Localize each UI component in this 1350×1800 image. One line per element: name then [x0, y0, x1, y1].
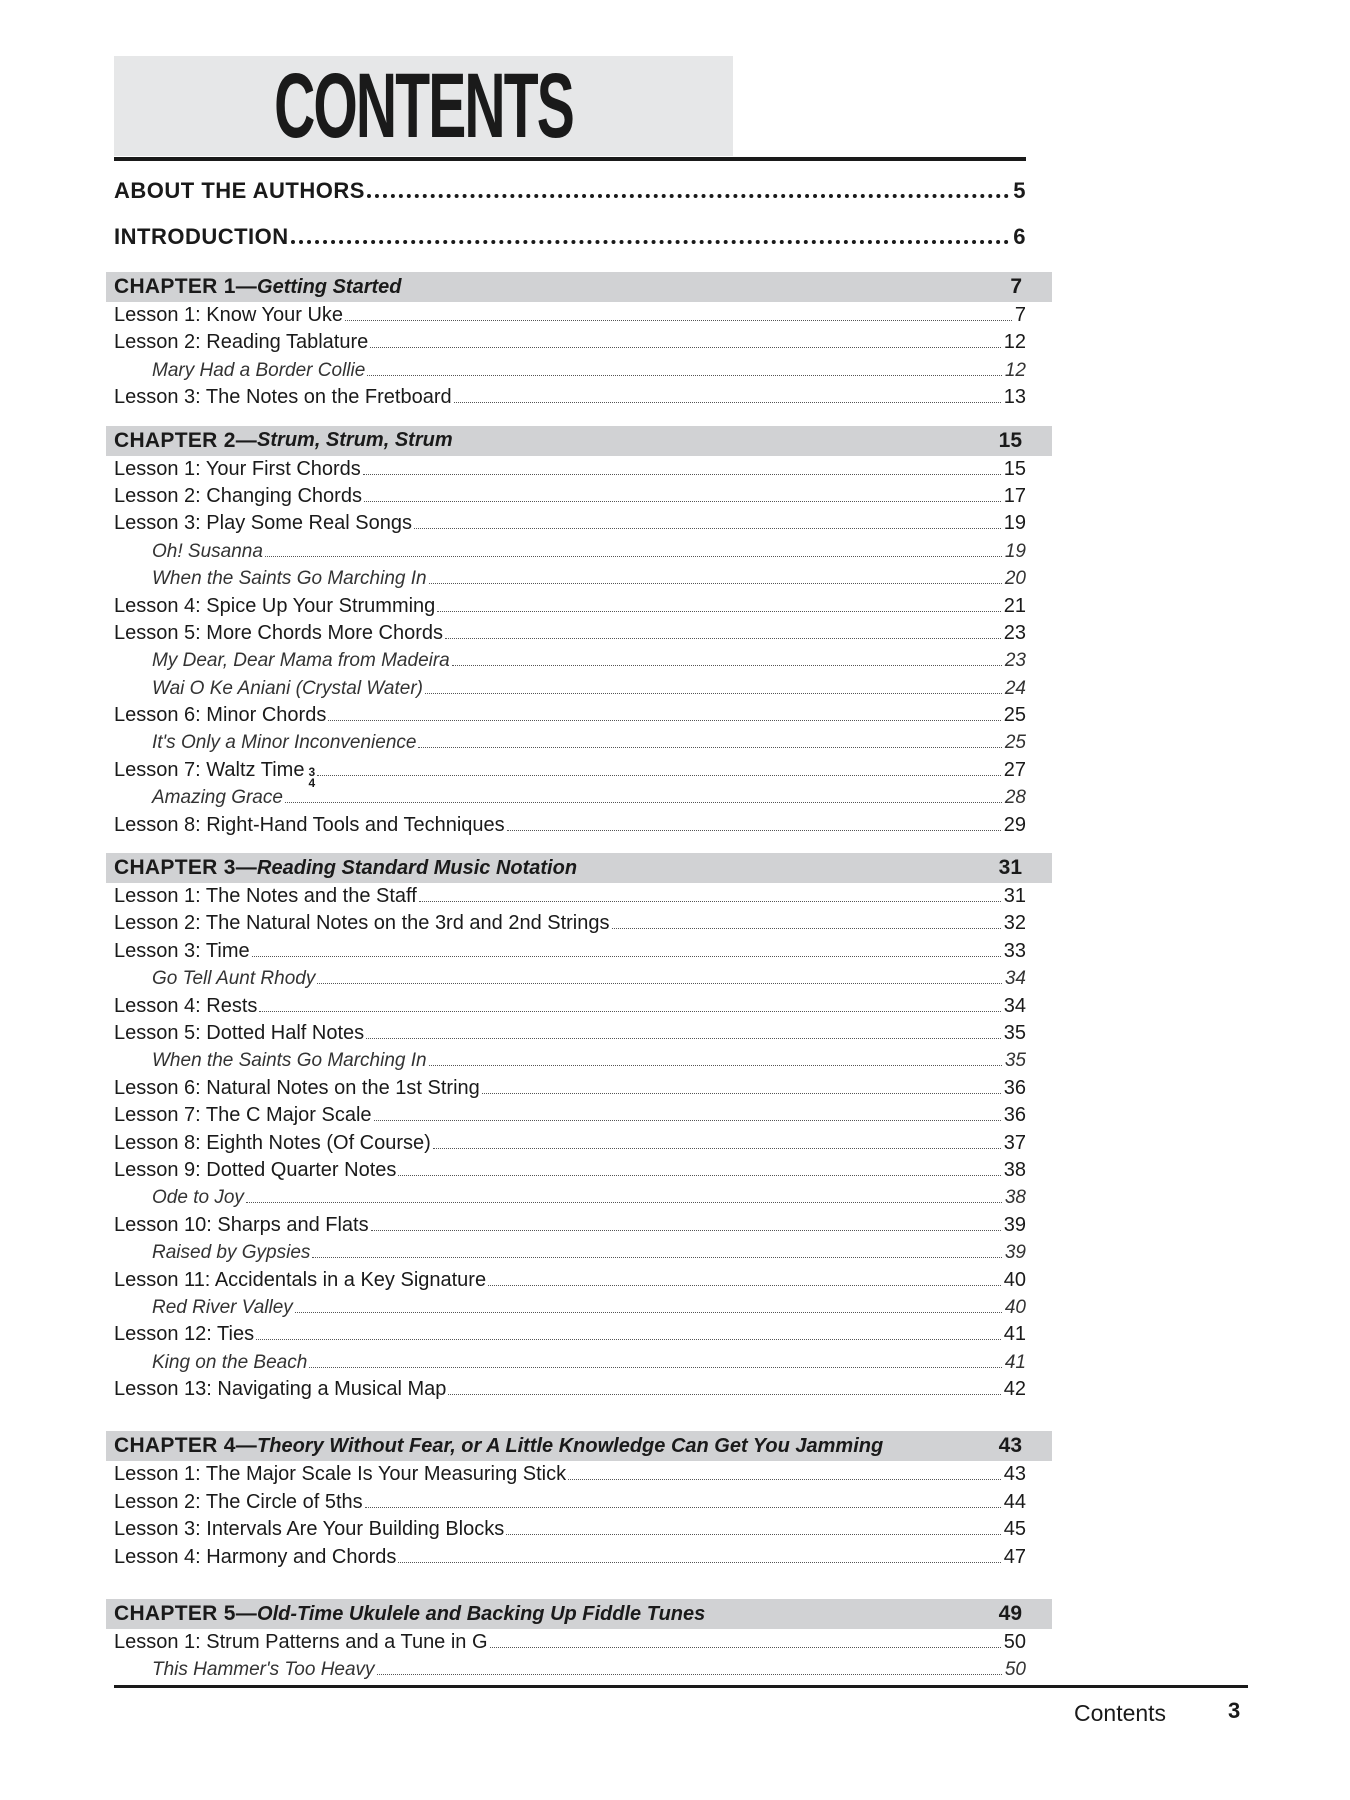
entry-page: 38	[1004, 1187, 1026, 1209]
entry-label: Raised by Gypsies	[152, 1242, 311, 1264]
dot-leader	[367, 375, 1002, 376]
chapter-page: 7	[1010, 275, 1022, 298]
dot-leader	[433, 1148, 1001, 1149]
dot-leader	[246, 1202, 1002, 1203]
entry-page: 12	[1003, 331, 1026, 354]
toc-lesson-entry[interactable]	[114, 812, 1026, 839]
dot-leader	[418, 747, 1001, 748]
toc-song-entry[interactable]	[114, 565, 1026, 592]
dot-leader	[437, 611, 1000, 612]
toc-lesson-entry[interactable]	[114, 329, 1026, 356]
chapter-heading[interactable]	[106, 272, 1052, 302]
chapter-list	[114, 270, 1026, 1684]
dot-leader	[452, 665, 1002, 666]
toc-lesson-entry[interactable]	[114, 1157, 1026, 1184]
entry-label: When the Saints Go Marching In	[152, 1050, 427, 1072]
dot-leader	[317, 775, 1001, 776]
toc-lesson-entry[interactable]	[114, 620, 1026, 647]
toc-song-entry[interactable]	[114, 1656, 1026, 1683]
toc-lesson-entry[interactable]	[114, 1267, 1026, 1294]
toc-song-entry[interactable]	[114, 1294, 1026, 1321]
dot-leader	[295, 1312, 1002, 1313]
toc-lesson-entry[interactable]	[114, 510, 1026, 537]
dot-leader	[429, 1065, 1002, 1066]
entry-label: Lesson 1: Your First Chords	[114, 457, 361, 480]
toc-lesson-entry[interactable]	[114, 593, 1026, 620]
entry-label: Lesson 7: Waltz Time	[114, 758, 305, 781]
entry-label: INTRODUCTION	[114, 224, 289, 249]
dot-leader	[265, 556, 1002, 557]
toc-lesson-entry[interactable]	[114, 938, 1026, 965]
dot-leader	[506, 1534, 1001, 1535]
toc-lesson-entry[interactable]	[114, 1516, 1026, 1543]
toc-lesson-entry[interactable]	[114, 483, 1026, 510]
entry-label: Lesson 4: Harmony and Chords	[114, 1545, 397, 1568]
entry-label: ABOUT THE AUTHORS	[114, 178, 365, 203]
entry-page: 27	[1003, 758, 1026, 781]
entry-label: My Dear, Dear Mama from Madeira	[152, 650, 450, 672]
entry-page: 35	[1003, 1021, 1026, 1044]
dot-leader	[256, 1339, 1001, 1340]
running-footer-label: Contents	[1074, 1700, 1167, 1726]
entry-page: 44	[1003, 1490, 1026, 1513]
entry-label: Ode to Joy	[152, 1187, 244, 1209]
entry-page: 33	[1003, 939, 1026, 962]
chapter-heading[interactable]	[106, 853, 1052, 883]
dot-leader	[374, 1120, 1001, 1121]
chapter-page: 31	[998, 856, 1022, 880]
toc-song-entry[interactable]	[114, 729, 1026, 756]
entry-page: 43	[1003, 1463, 1026, 1486]
dot-leader	[568, 1479, 1001, 1480]
entry-page: 21	[1003, 594, 1026, 617]
table-of-contents	[114, 178, 1026, 1684]
entry-label: Lesson 8: Right-Hand Tools and Techniques	[114, 813, 505, 836]
toc-lesson-entry[interactable]	[114, 910, 1026, 937]
entry-page: 19	[1004, 540, 1026, 562]
entry-label: Lesson 2: Changing Chords	[114, 484, 362, 507]
entry-page: 12	[1004, 359, 1026, 381]
dot-leader	[309, 1367, 1002, 1368]
page-number: 3	[1228, 1698, 1241, 1723]
toc-entry-introduction[interactable]	[114, 224, 1026, 270]
entry-label: Lesson 9: Dotted Quarter Notes	[114, 1158, 397, 1181]
dot-leader	[507, 830, 1001, 831]
toc-song-entry[interactable]	[114, 647, 1026, 674]
entry-page: 34	[1003, 994, 1026, 1017]
entry-page: 31	[1003, 885, 1026, 908]
entry-label: This Hammer's Too Heavy	[152, 1659, 375, 1681]
entry-label: King on the Beach	[152, 1351, 308, 1373]
dot-leader	[259, 1011, 1000, 1012]
toc-lesson-entry[interactable]	[114, 456, 1026, 483]
chapter-page: 49	[998, 1602, 1022, 1626]
entry-label: Lesson 1: The Major Scale Is Your Measuring Stick	[114, 1463, 567, 1486]
dot-leader	[612, 928, 1001, 929]
section-gap	[114, 412, 1026, 426]
entry-label: Lesson 4: Spice Up Your Strumming	[114, 594, 436, 617]
entry-label: Lesson 13: Navigating a Musical Map	[114, 1378, 447, 1401]
entry-page: 17	[1003, 484, 1026, 507]
toc-lesson-entry[interactable]	[114, 702, 1026, 729]
entry-page: 37	[1003, 1131, 1026, 1154]
chapter-title: Reading Standard Music Notation	[257, 856, 578, 879]
entry-label: Lesson 3: Intervals Are Your Building Blocks	[114, 1518, 505, 1541]
entry-page: 28	[1004, 787, 1026, 809]
entry-label: Lesson 4: Rests	[114, 994, 258, 1017]
toc-song-entry[interactable]	[114, 538, 1026, 565]
entry-label: When the Saints Go Marching In	[152, 568, 427, 590]
title-divider	[114, 157, 1026, 161]
entry-page: 24	[1004, 677, 1026, 699]
entry-page: 35	[1004, 1050, 1026, 1072]
toc-lesson-entry[interactable]	[114, 993, 1026, 1020]
toc-lesson-entry[interactable]	[114, 883, 1026, 910]
entry-page: 32	[1003, 912, 1026, 935]
entry-label: Wai O Ke Aniani (Crystal Water)	[152, 677, 424, 699]
dot-leader	[429, 583, 1002, 584]
entry-page: 39	[1003, 1213, 1026, 1236]
entry-page: 23	[1004, 650, 1026, 672]
dot-leader	[371, 1230, 1001, 1231]
section-gap	[114, 1403, 1026, 1431]
time-signature-bottom: 4	[308, 775, 316, 790]
dot-leader	[454, 402, 1001, 403]
entry-label: Lesson 11: Accidentals in a Key Signature	[114, 1268, 487, 1291]
entry-page: 7	[1014, 304, 1026, 326]
toc-song-entry[interactable]	[114, 1047, 1026, 1074]
chapter-title: Getting Started	[257, 275, 402, 298]
entry-label: Lesson 1: Know Your Uke	[114, 304, 344, 326]
section-gap	[114, 839, 1026, 853]
entry-page: 13	[1003, 386, 1026, 409]
footer-divider	[114, 1685, 1248, 1688]
chapter-title: Old-Time Ukulele and Backing Up Fiddle Tunes	[257, 1602, 706, 1625]
toc-lesson-entry[interactable]	[114, 1629, 1026, 1656]
entry-page: 38	[1003, 1158, 1026, 1181]
dot-leader	[365, 1507, 1001, 1508]
entry-page: 40	[1004, 1296, 1026, 1318]
entry-page: 36	[1003, 1076, 1026, 1099]
entry-label: It's Only a Minor Inconvenience	[152, 732, 417, 754]
time-signature-top: 3	[308, 764, 316, 779]
toc-song-entry[interactable]	[114, 784, 1026, 811]
chapter-page: 15	[998, 428, 1022, 452]
dot-leader	[364, 501, 1001, 502]
entry-label: Go Tell Aunt Rhody	[152, 968, 316, 990]
toc-lesson-entry[interactable]	[114, 757, 1026, 790]
dot-leader	[363, 474, 1001, 475]
dot-leader	[328, 720, 1000, 721]
entry-label: Lesson 2: The Circle of 5ths	[114, 1490, 363, 1513]
entry-page: 29	[1003, 813, 1026, 836]
chapter-title: Strum, Strum, Strum	[257, 429, 453, 452]
entry-page: 5	[1013, 178, 1026, 203]
toc-song-entry[interactable]	[114, 675, 1026, 702]
section-gap	[114, 1571, 1026, 1599]
entry-label: Lesson 5: More Chords More Chords	[114, 621, 444, 644]
toc-song-entry[interactable]	[114, 965, 1026, 992]
entry-label: Lesson 7: The C Major Scale	[114, 1104, 372, 1127]
toc-lesson-entry[interactable]	[114, 1544, 1026, 1571]
entry-label: Lesson 2: Reading Tablature	[114, 331, 369, 354]
entry-page: 47	[1003, 1545, 1026, 1568]
entry-page: 20	[1004, 568, 1026, 590]
dot-leader	[490, 1647, 1001, 1648]
chapter-title: Theory Without Fear, or A Little Knowledge Can Get You Jamming	[257, 1434, 884, 1457]
chapter-number: CHAPTER 5—	[114, 1602, 258, 1626]
chapter-number: CHAPTER 4—	[114, 1434, 258, 1458]
page-title: CONTENTS	[274, 55, 573, 157]
toc-entry-about-authors[interactable]	[114, 178, 1026, 224]
toc-lesson-entry[interactable]	[114, 1130, 1026, 1157]
dot-leader	[445, 638, 1001, 639]
chapter-number: CHAPTER 1—	[114, 275, 258, 298]
chapter-heading[interactable]	[106, 1599, 1052, 1629]
entry-label: Lesson 10: Sharps and Flats	[114, 1213, 369, 1236]
title-banner	[114, 56, 733, 156]
dot-leader	[317, 983, 1002, 984]
chapter-number: CHAPTER 3—	[114, 856, 258, 880]
entry-page: 50	[1003, 1631, 1026, 1654]
entry-page: 6	[1013, 224, 1026, 249]
toc-lesson-entry[interactable]	[114, 302, 1026, 329]
entry-page: 41	[1004, 1351, 1026, 1373]
dot-leader	[377, 1674, 1002, 1675]
dot-leader	[312, 1257, 1001, 1258]
toc-lesson-entry[interactable]	[114, 1376, 1026, 1403]
dot-leader	[285, 802, 1002, 803]
entry-page: 39	[1004, 1242, 1026, 1264]
toc-song-entry[interactable]	[114, 357, 1026, 384]
dot-leader	[482, 1093, 1001, 1094]
entry-label: Mary Had a Border Collie	[152, 359, 366, 381]
chapter-number: CHAPTER 2—	[114, 428, 258, 452]
toc-song-entry[interactable]	[114, 1184, 1026, 1211]
entry-page: 15	[1003, 457, 1026, 480]
entry-page: 36	[1003, 1104, 1026, 1127]
toc-lesson-entry[interactable]	[114, 1075, 1026, 1102]
entry-page: 19	[1003, 512, 1026, 535]
entry-page: 34	[1004, 968, 1026, 990]
chapter-page: 43	[998, 1434, 1022, 1458]
dot-leader	[370, 347, 1000, 348]
entry-label: Lesson 3: Time	[114, 939, 250, 962]
dot-leader	[366, 1038, 1001, 1039]
entry-label: Lesson 3: The Notes on the Fretboard	[114, 386, 452, 409]
toc-lesson-entry[interactable]	[114, 1461, 1026, 1488]
toc-lesson-entry[interactable]	[114, 1321, 1026, 1348]
entry-page: 40	[1003, 1268, 1026, 1291]
chapter-heading[interactable]	[106, 1431, 1052, 1461]
entry-page: 23	[1003, 621, 1026, 644]
entry-page: 41	[1003, 1323, 1026, 1346]
dot-leader	[398, 1175, 1000, 1176]
toc-lesson-entry[interactable]	[114, 384, 1026, 411]
entry-label: Lesson 2: The Natural Notes on the 3rd and 2nd Strings	[114, 912, 610, 935]
time-signature-icon	[308, 764, 316, 790]
dot-leader	[448, 1394, 1000, 1395]
entry-label: Amazing Grace	[152, 787, 283, 809]
entry-label: Oh! Susanna	[152, 540, 263, 562]
dot-leader	[398, 1562, 1000, 1563]
entry-label: Lesson 6: Minor Chords	[114, 704, 327, 727]
dot-leader	[414, 528, 1001, 529]
dot-leader	[367, 194, 1009, 198]
dot-leader	[425, 693, 1002, 694]
dot-leader	[252, 956, 1001, 957]
entry-label: Lesson 6: Natural Notes on the 1st String	[114, 1076, 480, 1099]
entry-label: Red River Valley	[152, 1296, 293, 1318]
toc-lesson-entry[interactable]	[114, 1212, 1026, 1239]
entry-label: Lesson 1: The Notes and the Staff	[114, 885, 417, 908]
entry-page: 45	[1003, 1518, 1026, 1541]
dot-leader	[488, 1285, 1001, 1286]
toc-song-entry[interactable]	[114, 1239, 1026, 1266]
entry-label: Lesson 8: Eighth Notes (Of Course)	[114, 1131, 431, 1154]
entry-page: 25	[1004, 732, 1026, 754]
chapter-heading[interactable]	[106, 426, 1052, 456]
toc-song-entry[interactable]	[114, 1349, 1026, 1376]
entry-label: Lesson 3: Play Some Real Songs	[114, 512, 412, 535]
entry-label: Lesson 1: Strum Patterns and a Tune in G	[114, 1631, 488, 1654]
toc-lesson-entry[interactable]	[114, 1020, 1026, 1047]
entry-label: Lesson 12: Ties	[114, 1323, 255, 1346]
entry-page: 50	[1004, 1659, 1026, 1681]
entry-label: Lesson 5: Dotted Half Notes	[114, 1021, 365, 1044]
toc-lesson-entry[interactable]	[114, 1489, 1026, 1516]
dot-leader	[419, 901, 1001, 902]
toc-lesson-entry[interactable]	[114, 1102, 1026, 1129]
dot-leader	[291, 240, 1010, 244]
dot-leader	[345, 320, 1012, 321]
entry-page: 42	[1003, 1378, 1026, 1401]
entry-page: 25	[1003, 704, 1026, 727]
